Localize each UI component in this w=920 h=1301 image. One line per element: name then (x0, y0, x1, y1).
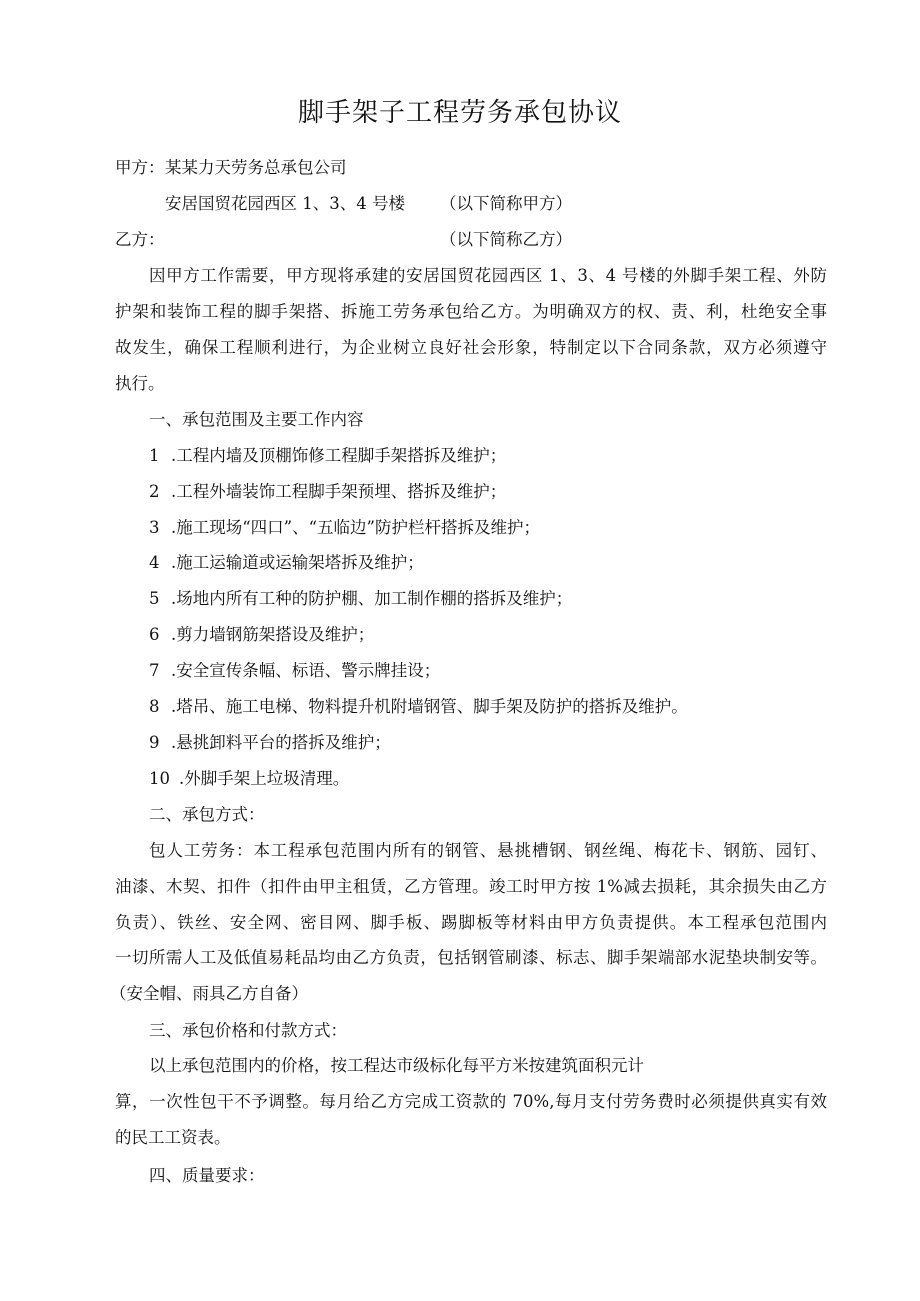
scope-item-text: .施工现场“四口”、“五临边”防护栏杆搭拆及维护； (171, 518, 540, 537)
scope-item-text: .场地内所有工种的防护棚、加工制作棚的搭拆及维护； (171, 589, 573, 608)
section3-line: 算，一次性包干不予调整。每月给乙方完成工资款的 70%,每月支付劳务费时必须提供真实有效 (115, 1092, 827, 1111)
scope-item (149, 696, 688, 718)
section2-line: （安全帽、雨具乙方自备） (110, 984, 308, 1003)
scope-item-number: 1 (149, 446, 160, 465)
scope-item (149, 624, 374, 646)
scope-item-number: 7 (149, 661, 160, 680)
scope-item-number: 6 (149, 625, 160, 644)
section-heading: 二、承包方式： (149, 805, 265, 824)
scope-item-number: 2 (149, 482, 160, 501)
scope-item-text: .剪力墙钢筋架搭设及维护； (171, 625, 375, 644)
party-a-alias: （以下简称甲方） (440, 194, 572, 213)
intro-line: 故发生，确保工程顺利进行，为企业树立良好社会形象，特制定以下合同条款，双方必须遵守 (115, 338, 827, 357)
section2-line: 负责）、铁丝、安全网、密目网、脚手板、踢脚板等材料由甲方负责提供。本工程承包范围内 (115, 913, 827, 932)
scope-item (149, 481, 506, 503)
party-b-label: 乙方： (115, 230, 165, 249)
party-a-label: 甲方： (115, 158, 165, 177)
scope-item-number: 4 (149, 553, 160, 572)
scope-item-text: .悬挑卸料平台的搭拆及维护； (171, 733, 391, 752)
section-heading: 三、承包价格和付款方式： (149, 1021, 347, 1040)
section3-line: 以上承包范围内的价格，按工程达市级标化每平方米按建筑面积元计 (149, 1056, 644, 1075)
scope-item (149, 660, 440, 682)
scope-item (149, 445, 506, 467)
scope-item-text: .工程内墙及顶棚饰修工程脚手架搭拆及维护； (171, 446, 507, 465)
scope-item-number: 10 (149, 769, 170, 788)
intro-line: 执行。 (115, 374, 165, 393)
scope-item-number: 8 (149, 697, 160, 716)
intro-line: 护架和装饰工程的脚手架搭、拆施工劳务承包给乙方。为明确双方的权、责、利，杜绝安全事 (115, 302, 827, 321)
section2-line: 油漆、木契、扣件（扣件由甲主租赁，乙方管理。竣工时甲方按 1%减去损耗，其余损失由乙方 (115, 877, 827, 896)
party-b-alias: （以下简称乙方） (440, 230, 572, 249)
scope-item-number: 9 (149, 733, 160, 752)
scope-item-number: 5 (149, 589, 160, 608)
scope-item-text: .施工运输道或运输架塔拆及维护； (171, 553, 424, 572)
scope-item (149, 552, 424, 574)
section-heading: 四、质量要求： (149, 1166, 265, 1185)
scope-item-number: 3 (149, 518, 160, 537)
scope-item (149, 732, 391, 754)
party-a-name: 某某力天劳务总承包公司 (165, 158, 347, 177)
scope-item-text: .工程外墙装饰工程脚手架预埋、搭拆及维护； (171, 482, 507, 501)
document-title: 脚手架子工程劳务承包协议 (297, 98, 622, 128)
scope-item (149, 588, 572, 610)
scope-item-text: .外脚手架上垃圾清理。 (179, 769, 350, 788)
section2-line: 包人工劳务：本工程承包范围内所有的钢管、悬挑槽钢、钢丝绳、梅花卡、钢筋、园钉、 (149, 841, 827, 860)
scope-item-text: .安全宣传条幅、标语、警示牌挂设； (171, 661, 441, 680)
intro-line: 因甲方工作需要，甲方现将承建的安居国贸花园西区 1、3、4 号楼的外脚手架工程、外防 (149, 266, 827, 285)
scope-item-text: .塔吊、施工电梯、物料提升机附墙钢管、脚手架及防护的搭拆及维护。 (171, 697, 688, 716)
scope-item (149, 517, 540, 539)
project-location: 安居国贸花园西区 1、3、4 号楼 (165, 194, 405, 213)
section3-line: 的民工工资表。 (115, 1128, 231, 1147)
scope-item (149, 768, 349, 790)
section-heading: 一、承包范围及主要工作内容 (149, 410, 364, 429)
section2-line: 一切所需人工及低值易耗品均由乙方负责，包括钢管刷漆、标志、脚手架端部水泥垫块制安等。 (115, 948, 827, 967)
